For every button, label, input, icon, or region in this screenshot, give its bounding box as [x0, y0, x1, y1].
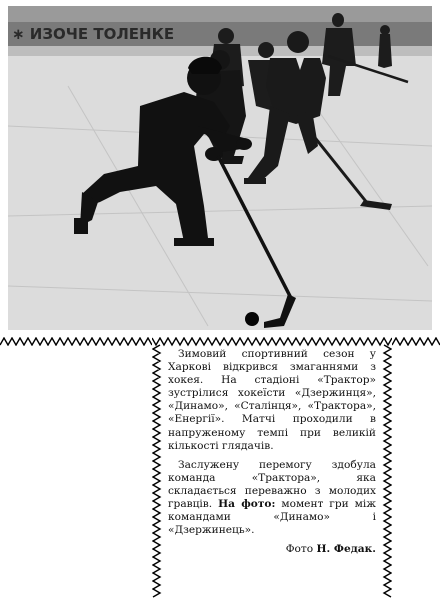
hockey-photo: [8, 6, 432, 330]
photo-credit-prefix: Фото: [285, 543, 314, 556]
zigzag-divider-right: [392, 337, 440, 346]
banner-text: ∗ ИЗОЧЕ ТОЛЕНКЕ: [12, 25, 175, 43]
photo-credit: [168, 543, 376, 556]
caption-box: [152, 337, 392, 599]
caption-text: [168, 348, 376, 562]
photo-credit-name: Н. Федак.: [316, 543, 376, 556]
zigzag-divider-left: [0, 337, 152, 346]
caption-paragraph-2: [168, 459, 376, 538]
caption-paragraph-1: Зимовий спортивний сезон у Харкові відкрився змаганнями з хокея. На стадіоні «Трактор» зустрілися хокеїсти «Дзержинця», «Динамо», «Сталінця», «Трактора», «Енергії». Матчі проходили в напруженому темпі при великій кількості глядачів.: [168, 348, 376, 452]
caption-paragraph-2-bold: На фото:: [218, 498, 276, 511]
caption-paragraph-2-regular: Заслужену перемогу здобула команда «Трактора», яка складається переважно з молодих гравців.: [168, 458, 376, 511]
hockey-photo-illustration: [8, 6, 432, 330]
caption-paragraph-2-tail: момент гри між командами «Динамо» і «Дзержинець».: [168, 498, 376, 537]
